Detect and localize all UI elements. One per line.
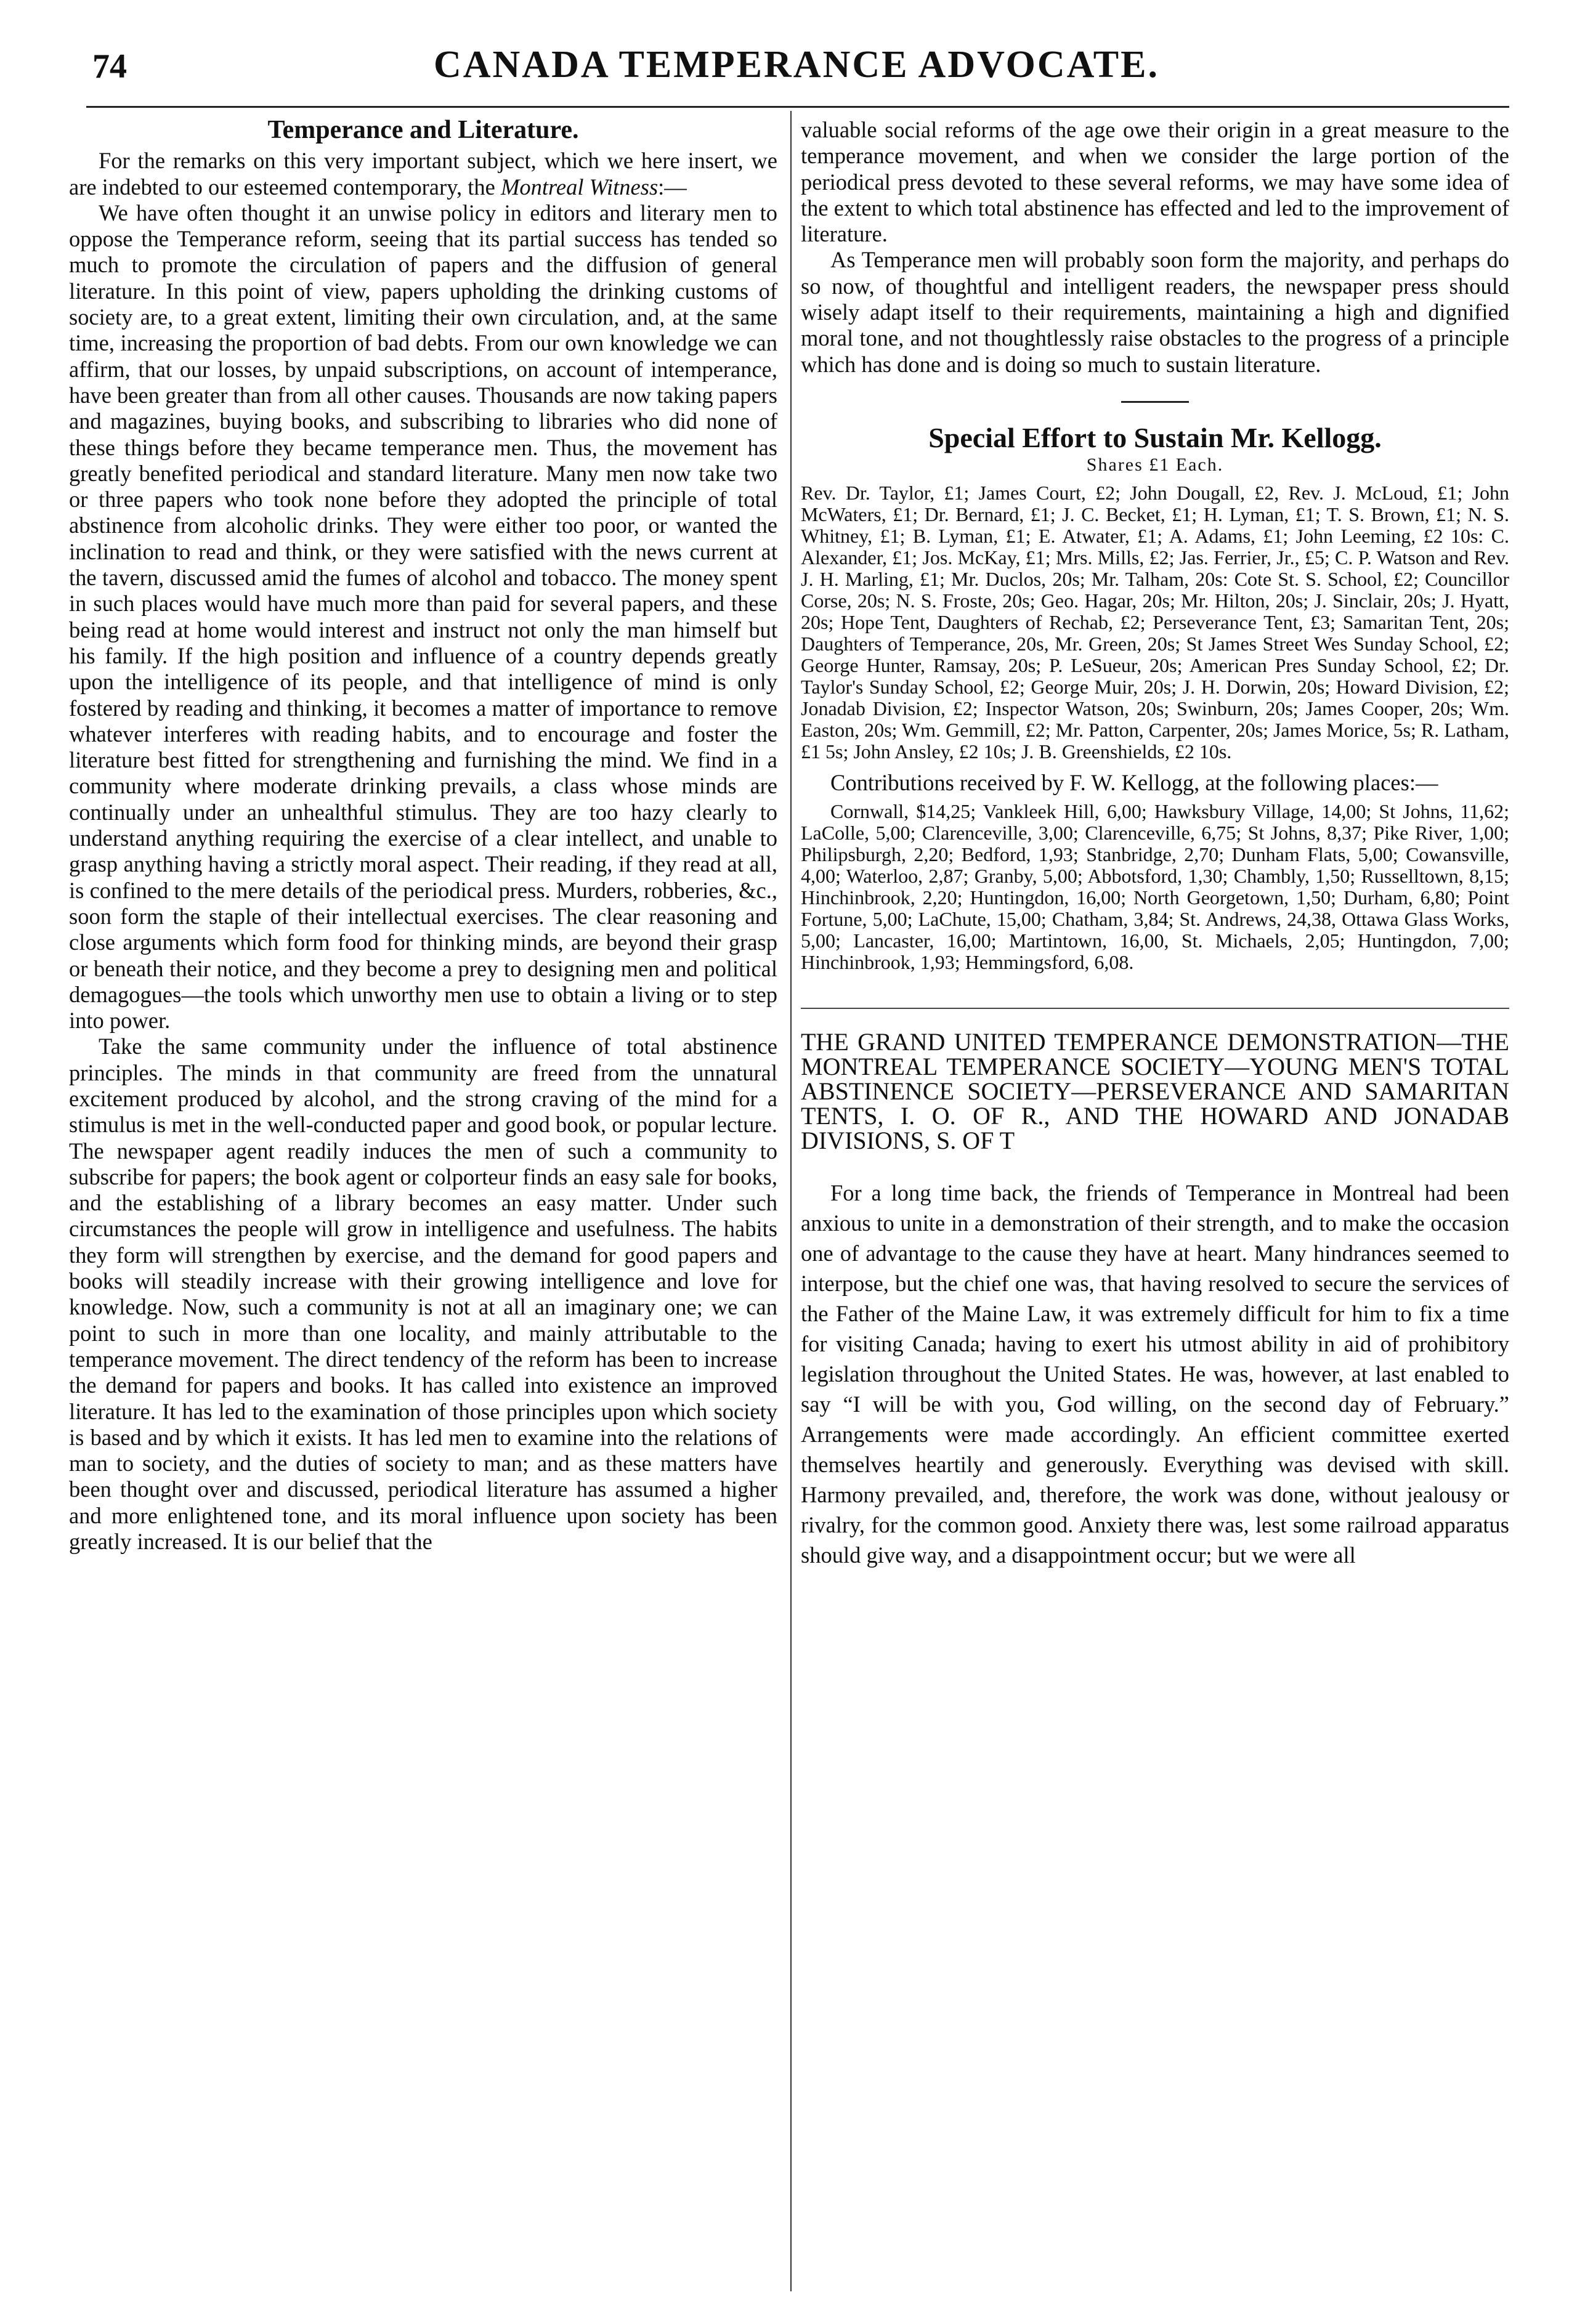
page-header [0, 43, 1593, 105]
continuation-paragraph: As Temperance men will probably soon form the majority, and perhaps do so now, of thoughtful and intelligent readers, the newspaper press should wisely adapt itself to their requirements, maintaining a high and dignified moral tone, and not thoughtlessly raise obstacles to the progress of a principle which has done and is doing so much to sustain literature. [801, 247, 1509, 377]
article-intro [69, 148, 777, 200]
running-title: CANADA TEMPERANCE ADVOCATE. [433, 44, 1160, 86]
article-paragraph: We have often thought it an unwise policy in editors and literary men to oppose the Temperance reform, seeing that its partial success has tended so much to promote the circulation of papers and the diffusion of general literature. In this point of view, papers upholding the drinking customs of society are, to a great extent, limiting their own circulation, and, at the same time, increasing the proportion of bad debts. From our own knowledge we can affirm, that our losses, by unpaid subscriptions, on account of intemperance, have been greater than from all other causes. Thousands are now taking papers and magazines, buying books, and subscribing to libraries who did none of these things before they became temperance men. Thus, the movement has greatly benefited periodical and standard literature. Many men now take two or three papers who took none before they adopted the principle of total abstinence from alcoholic drinks. They were either too poor, or wanted the inclination to read and think, or they were satisfied with the news current at the tavern, discussed amid the fumes of alcohol and tobacco. The money spent in such places would have much more than paid for several papers, and these being read at home would interest and instruct not only the man himself but his family. If the high position and influence of a country depends greatly upon the intelligence of its people, and that intelligence of mind is only fostered by reading and thinking, it becomes a matter of importance to remove whatever interferes with reading habits, and to encourage and foster the literature best fitted for strengthening and furnishing the mind. We find in a community where moderate drinking prevails, a class whose minds are continually under an unhealthful stimulus. They are too hazy clearly to understand anything requiring the exercise of a clear intellect, and unable to grasp anything having a strictly moral aspect. Their reading, if they read at all, is confined to the mere details of the periodical press. Murders, robberies, &c., soon form the staple of their intellectual exercises. The clear reasoning and close arguments which form food for thinking minds, are beyond their grasp or beneath their notice, and they become a prey to designing men and political demagogues—the tools which unworthy men use to obtain a living or to step into power. [69, 200, 777, 1034]
demonstration-body: For a long time back, the friends of Temperance in Montreal had been anxious to unite in a demonstration of their strength, and to make the occasion one of advantage to the cause they have at heart. Many hindrances seemed to interpose, but the chief one was, that having resolved to secure the services of the Father of the Maine Law, it was extremely difficult for him to fix a time for visiting Canada; having to exert his utmost ability in aid of prohibitory legislation throughout the United States. He was, however, at last enabled to say “I will be with you, God willing, on the second day of February.” Arrangements were made accordingly. An efficient committee exerted themselves heartily and generously. Everything was devised with skill. Harmony prevailed, and, therefore, the work was done, without jealousy or rivalry, for the common good. Anxiety there was, lest some railroad apparatus should give way, and a disappointment occur; but we were all [801, 1180, 1509, 1568]
article-paragraph: Take the same community under the influence of total abstinence principles. The minds in that community are freed from the unnatural excitement produced by alcohol, and the strong craving of the mind for a stimulus is met in the well-conducted paper and good book, or popular lecture. The newspaper agent readily induces the men of such a community to subscribe for papers; the book agent or colporteur finds an easy sale for books, and the establishing of a library becomes an easy matter. Under such circumstances the people will grow in intelligence and usefulness. The habits they form will strengthen by exercise, and the demand for good papers and books will steadily increase with their growing intelligence and love for knowledge. Now, such a community is not at all an imaginary one; we can point to such in more than one locality, and mainly attributable to the temperance movement. The direct tendency of the reform has been to increase the demand for papers and books. It has called into existence an improved literature. It has led to the examination of those principles upon which society is based and by which it exists. It has led men to examine into the relations of man to society, and the duties of society to man; and as these matters have been thought over and discussed, periodical literature has assumed a higher and more enlightened tone, and its moral influence upon society has been greatly increased. It is our belief that the [69, 1034, 777, 1555]
shares-list: Rev. Dr. Taylor, £1; James Court, £2; John Dougall, £2, Rev. J. McLoud, £1; John McWaters, £1; Dr. Bernard, £1; J. C. Becket, £1; H. Lyman, £1; T. S. Brown, £1; N. S. Whitney, £1; B. Lyman, £1; E. Atwater, £1; A. Adams, £1; John Leeming, £2 10s: C. Alexander, £1; Jos. McKay, £1; Mrs. Mills, £2; Jas. Ferrier, Jr., £5; C. P. Watson and Rev. J. H. Marling, £1; Mr. Duclos, 20s; Mr. Talham, 20s: Cote St. S. School, £2; Councillor Corse, 20s; N. S. Froste, 20s; Geo. Hagar, 20s; Mr. Hilton, 20s; J. Sinclair, 20s; J. Hyatt, 20s; Hope Tent, Daughters of Rechab, £2; Perseverance Tent, £3; Samaritan Tent, 20s; Daughters of Temperance, 20s, Mr. Green, 20s; St James Street Wes Sunday School, £2; George Hunter, Ramsay, 20s; P. LeSueur, 20s; American Pres Sunday School, £2; Dr. Taylor's Sunday School, £2; George Muir, 20s; J. H. Dorwin, 20s; Howard Division, £2; Jonadab Division, £2; Inspector Watson, 20s; Swinburn, 20s; James Cooper, 20s; Wm. Easton, 20s; Wm. Gemmill, £2; Mr. Patton, Carpenter, 20s; James Morice, 5s; R. Latham, £1 5s; John Ansley, £2 10s; J. B. Greenshields, £2 10s. [801, 481, 1509, 763]
section-separator [1121, 401, 1189, 403]
header-rule [86, 106, 1509, 108]
kellogg-subheading: Shares £1 Each. [1086, 455, 1224, 476]
intro-text: For the remarks on this very important subject, which we here insert, we are indebted to our esteemed contemporary, the [69, 148, 777, 200]
page-number: 74 [92, 47, 127, 86]
article-heading-temperance-literature: Temperance and Literature. [267, 116, 579, 144]
column-divider [790, 111, 792, 2291]
source-suffix: :— [658, 174, 687, 200]
contributions-intro: Contributions received by F. W. Kellogg, at the following places:— [830, 769, 1438, 795]
continuation-paragraph: valuable social reforms of the age owe their origin in a great measure to the temperance movement, and when we consider the large portion of the periodical press devoted to these several reforms, we may have some idea of the extent to which total abstinence has effected and led to the improvement of literature. [801, 117, 1509, 247]
right-column [801, 117, 1509, 1570]
demonstration-headline: THE GRAND UNITED TEMPERANCE DEMONSTRATION—THE MONTREAL TEMPERANCE SOCIETY—YOUNG MEN'S TOTAL ABSTINENCE SOCIETY—PERSEVERANCE AND SAMARITAN TENTS, I. O. OF R., AND THE HOWARD AND JONADAB DIVISIONS, S. OF T [801, 1027, 1509, 1154]
kellogg-heading: Special Effort to Sustain Mr. Kellogg. [928, 421, 1382, 453]
left-column [69, 117, 777, 1555]
source-name: Montreal Witness [501, 174, 659, 200]
contributions-list: Cornwall, $14,25; Vankleek Hill, 6,00; Hawksbury Village, 14,00; St Johns, 11,62; LaColle, 5,00; Clarenceville, 3,00; Clarenceville, 6,75; St Johns, 8,37; Pike River, 1,00; Philipsburgh, 2,20; Bedford, 1,93; Stanbridge, 2,70; Dunham Flats, 5,00; Cowansville, 4,00; Waterloo, 2,87; Granby, 5,00; Abbotsford, 1,30; Chambly, 1,50; Russelltown, 8,15; Hinchinbrook, 2,20; Huntingdon, 16,00; North Georgetown, 1,50; Durham, 6,80; Point Fortune, 5,00; LaChute, 15,00; Chatham, 3,84; St. Andrews, 24,38, Ottawa Glass Works, 5,00; Lancaster, 16,00; Martintown, 16,00, St. Michaels, 2,05; Huntingdon, 7,00; Hinchinbrook, 1,93; Hemmingsford, 6,08. [801, 800, 1509, 973]
section-separator [801, 1008, 1509, 1009]
